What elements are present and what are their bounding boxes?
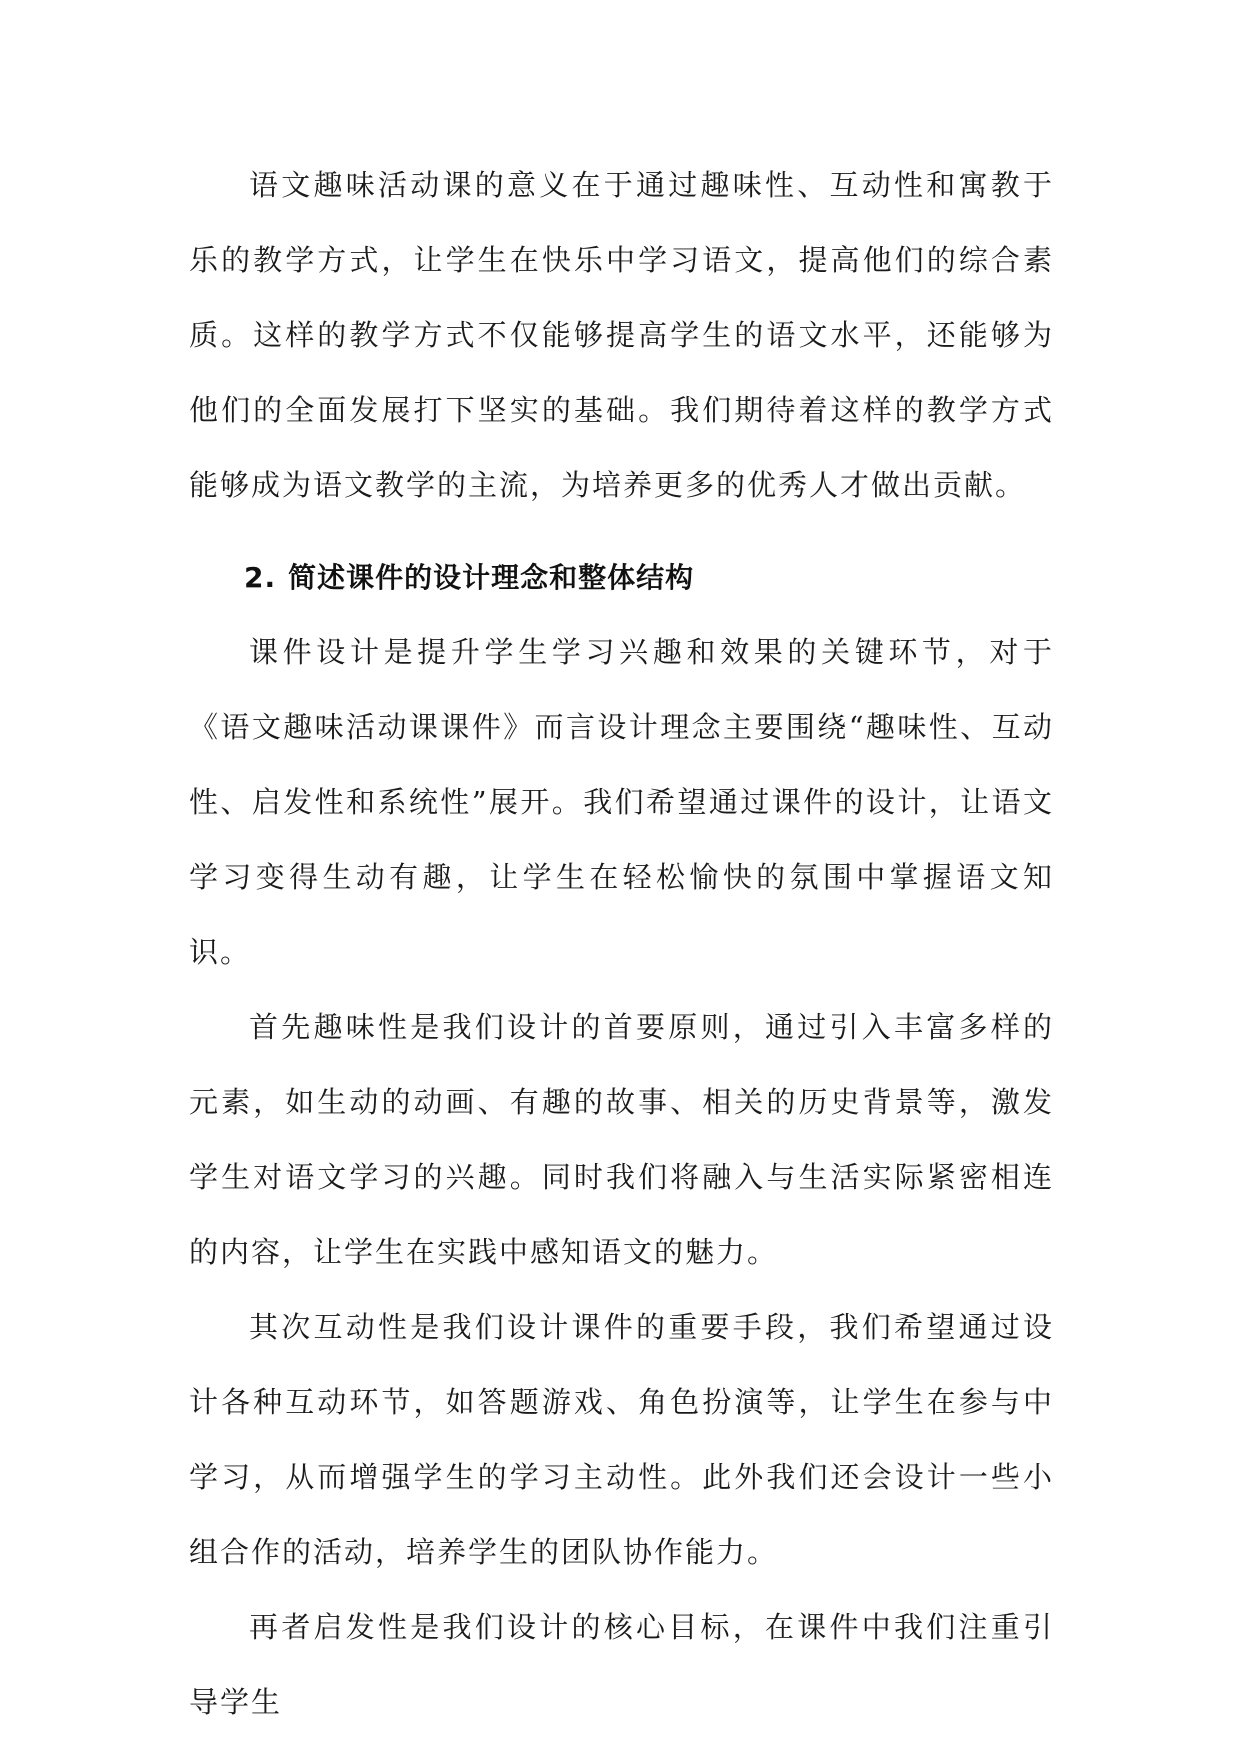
paragraph-design-concept: 课件设计是提升学生学习兴趣和效果的关键环节，对于《语文趣味活动课课件》而言设计理念主要围绕“趣味性、互动性、启发性和系统性”展开。我们希望通过课件的设计，让语文学习变得生动有趣，让学生在轻松愉快的氛围中掌握语文知识。 bbox=[189, 635, 1054, 969]
section-heading bbox=[189, 540, 1054, 615]
paragraph-interest: 首先趣味性是我们设计的首要原则，通过引入丰富多样的元素，如生动的动画、有趣的故事、相关的历史背景等，激发学生对语文学习的兴趣。同时我们将融入与生活实际紧密相连的内容，让学生在实践中感知语文的魅力。 bbox=[189, 1010, 1054, 1269]
section-number: 2. bbox=[244, 561, 277, 594]
section-spacer bbox=[189, 523, 1054, 540]
document-body bbox=[189, 148, 1054, 1740]
paragraph-interactivity: 其次互动性是我们设计课件的重要手段，我们希望通过设计各种互动环节，如答题游戏、角色扮演等，让学生在参与中学习，从而增强学生的学习主动性。此外我们还会设计一些小组合作的活动，培养学生的团队协作能力。 bbox=[189, 1310, 1054, 1569]
paragraph-significance: 语文趣味活动课的意义在于通过趣味性、互动性和寓教于乐的教学方式，让学生在快乐中学习语文，提高他们的综合素质。这样的教学方式不仅能够提高学生的语文水平，还能够为他们的全面发展打下坚实的基础。我们期待着这样的教学方式能够成为语文教学的主流，为培养更多的优秀人才做出贡献。 bbox=[189, 168, 1054, 502]
paragraph-inspiration: 再者启发性是我们设计的核心目标，在课件中我们注重引导学生 bbox=[189, 1610, 1054, 1719]
section-title: 简述课件的设计理念和整体结构 bbox=[288, 561, 695, 594]
